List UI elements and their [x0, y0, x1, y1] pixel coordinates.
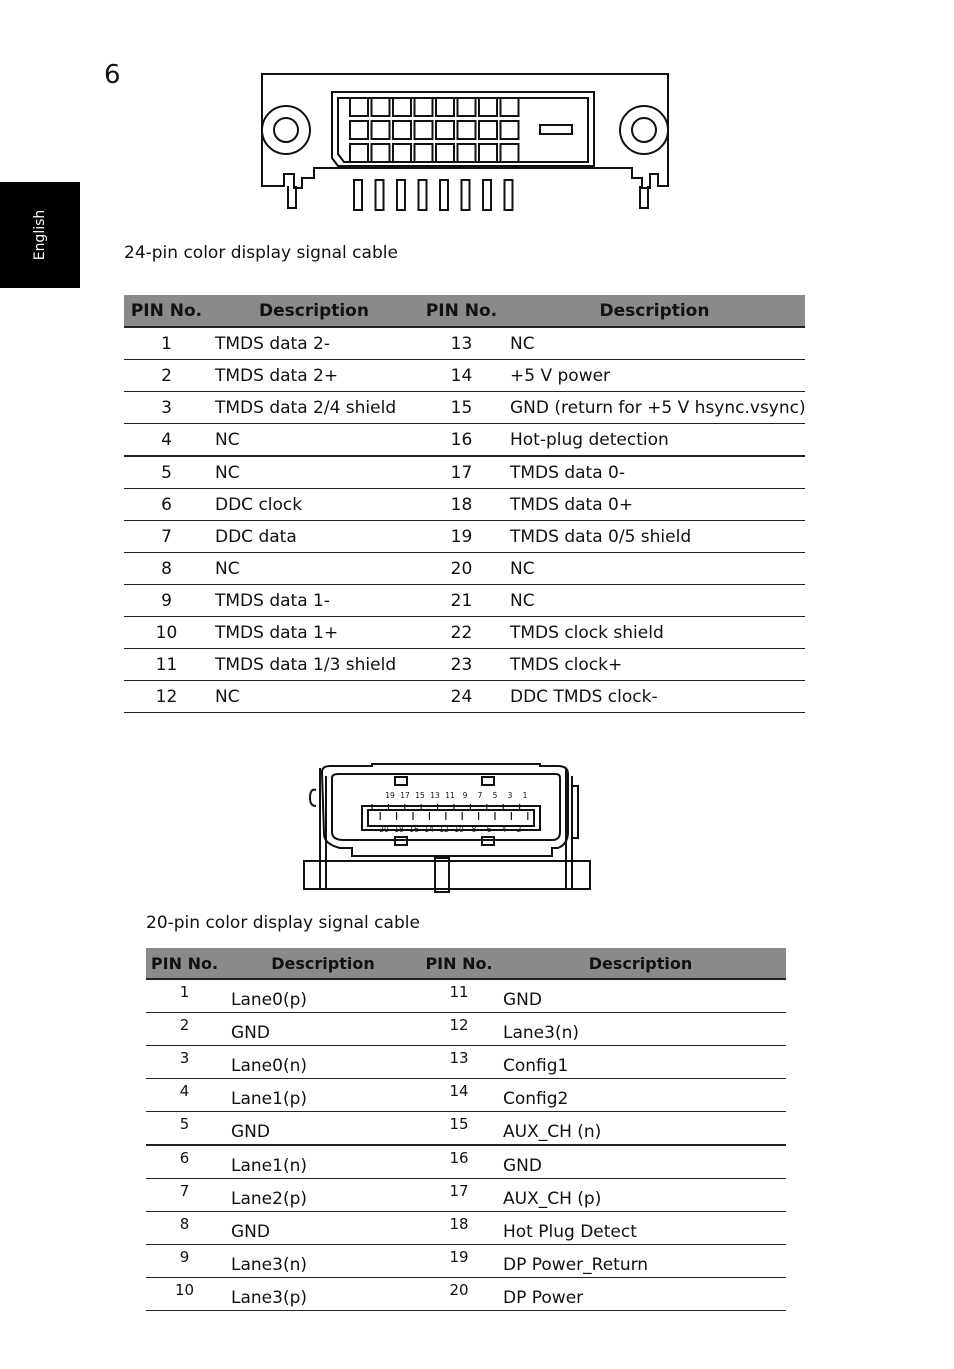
pin-description-cell: TMDS data 2/4 shield — [209, 392, 419, 424]
dvi-pin-socket — [415, 98, 433, 116]
pin-description-cell: NC — [504, 553, 805, 585]
pin-number-cell: 2 — [124, 360, 209, 392]
dp-pin-label: 17 — [400, 791, 410, 800]
dp-pin-label: 4 — [501, 825, 507, 834]
dvi-solder-pin — [354, 180, 362, 210]
header-pin-no: PIN No. — [419, 295, 504, 327]
header-description: Description — [223, 948, 423, 979]
pin-description-cell: Lane1(p) — [223, 1079, 423, 1112]
pin-description-cell: AUX_CH (n) — [495, 1112, 786, 1146]
table-row — [124, 617, 805, 649]
pin-description-cell: TMDS data 1- — [209, 585, 419, 617]
dvi-pin-socket — [436, 144, 454, 162]
pin-description-cell: DDC TMDS clock- — [504, 681, 805, 713]
dp-pin-table — [146, 948, 786, 1311]
table-row — [124, 681, 805, 713]
pin-description-cell: NC — [209, 424, 419, 457]
pin-number-cell: 18 — [419, 489, 504, 521]
dvi-pin-socket — [458, 121, 476, 139]
header-pin-no: PIN No. — [124, 295, 209, 327]
dvi-pin-socket — [436, 98, 454, 116]
dvi-pin-socket — [372, 98, 390, 116]
pin-number-cell: 9 — [146, 1245, 223, 1278]
table-row — [124, 489, 805, 521]
pin-description-cell: Lane3(n) — [223, 1245, 423, 1278]
pin-description-cell: +5 V power — [504, 360, 805, 392]
table-row — [146, 1013, 786, 1046]
dvi-solder-pin — [440, 180, 448, 210]
pin-number-cell: 17 — [419, 456, 504, 489]
table-row — [124, 521, 805, 553]
pin-number-cell: 16 — [423, 1145, 495, 1179]
dp-pin-label: 11 — [445, 791, 455, 800]
pin-number-cell: 17 — [423, 1179, 495, 1212]
pin-description-cell: NC — [209, 553, 419, 585]
header-pin-no: PIN No. — [146, 948, 223, 979]
table-row — [146, 1079, 786, 1112]
dvi-pin-socket — [479, 121, 497, 139]
pin-number-cell: 6 — [124, 489, 209, 521]
pin-description-cell: GND — [495, 979, 786, 1013]
dvi-pin-socket — [458, 144, 476, 162]
table-row — [146, 1278, 786, 1311]
dp-pin-label: 7 — [477, 791, 483, 800]
dvi-pin-socket — [458, 98, 476, 116]
pin-description-cell: TMDS data 1+ — [209, 617, 419, 649]
dvi-pin-socket — [393, 144, 411, 162]
dp-pin-label: 3 — [507, 791, 513, 800]
pin-description-cell: NC — [504, 585, 805, 617]
pin-description-cell: TMDS clock+ — [504, 649, 805, 681]
dvi-pin-socket — [415, 144, 433, 162]
dvi-solder-pin — [483, 180, 491, 210]
dp-pin-label: 18 — [394, 825, 404, 834]
pin-description-cell: TMDS data 2+ — [209, 360, 419, 392]
pin-number-cell: 21 — [419, 585, 504, 617]
header-description: Description — [504, 295, 805, 327]
dp-pin-label: 15 — [415, 791, 425, 800]
pin-number-cell: 8 — [124, 553, 209, 585]
pin-number-cell: 9 — [124, 585, 209, 617]
dvi-solder-pin — [462, 180, 470, 210]
dvi-pin-socket — [372, 144, 390, 162]
dp-pin-label: 12 — [439, 825, 449, 834]
pin-number-cell: 11 — [423, 979, 495, 1013]
pin-description-cell: NC — [209, 681, 419, 713]
pin-number-cell: 7 — [124, 521, 209, 553]
pin-number-cell: 4 — [124, 424, 209, 457]
table-row — [124, 360, 805, 392]
dp-pin-label: 10 — [454, 825, 464, 834]
dvi-pin-socket — [350, 144, 368, 162]
pin-number-cell: 19 — [419, 521, 504, 553]
pin-number-cell: 5 — [124, 456, 209, 489]
table-row — [146, 1145, 786, 1179]
pin-description-cell: TMDS clock shield — [504, 617, 805, 649]
table-row — [146, 1212, 786, 1245]
dvi-pin-socket — [372, 121, 390, 139]
table-row — [124, 649, 805, 681]
pin-number-cell: 12 — [124, 681, 209, 713]
pin-description-cell: TMDS data 0/5 shield — [504, 521, 805, 553]
pin-number-cell: 20 — [419, 553, 504, 585]
pin-number-cell: 8 — [146, 1212, 223, 1245]
dp-pin-label: 2 — [516, 825, 522, 834]
pin-description-cell: GND — [223, 1013, 423, 1046]
dvi-pin-table — [124, 295, 805, 713]
pin-description-cell: DDC clock — [209, 489, 419, 521]
table-row — [146, 1179, 786, 1212]
pin-number-cell: 20 — [423, 1278, 495, 1311]
page-number: 6 — [104, 60, 121, 90]
dvi-solder-pin — [376, 180, 384, 210]
dp-pin-label: 1 — [522, 791, 528, 800]
dvi-caption: 24-pin color display signal cable — [124, 243, 398, 263]
language-side-tab — [0, 182, 80, 288]
pin-number-cell: 4 — [146, 1079, 223, 1112]
dvi-solder-pin — [397, 180, 405, 210]
dvi-pin-socket — [501, 121, 519, 139]
pin-description-cell: Lane1(n) — [223, 1145, 423, 1179]
pin-description-cell: DP Power — [495, 1278, 786, 1311]
pin-number-cell: 24 — [419, 681, 504, 713]
pin-description-cell: Hot-plug detection — [504, 424, 805, 457]
table-row — [124, 456, 805, 489]
dvi-pin-socket — [479, 98, 497, 116]
pin-number-cell: 12 — [423, 1013, 495, 1046]
dvi-solder-pin — [419, 180, 427, 210]
pin-number-cell: 15 — [423, 1112, 495, 1146]
pin-number-cell: 14 — [419, 360, 504, 392]
dvi-pin-socket — [350, 98, 368, 116]
table-row — [124, 327, 805, 360]
dp-pin-label: 20 — [379, 825, 389, 834]
header-description: Description — [209, 295, 419, 327]
dp-pin-label: 5 — [492, 791, 498, 800]
pin-description-cell: NC — [209, 456, 419, 489]
pin-description-cell: Hot Plug Detect — [495, 1212, 786, 1245]
pin-description-cell: GND — [495, 1145, 786, 1179]
dp-pin-label: 6 — [486, 825, 492, 834]
pin-number-cell: 2 — [146, 1013, 223, 1046]
pin-description-cell: GND — [223, 1212, 423, 1245]
table-row — [124, 585, 805, 617]
pin-number-cell: 22 — [419, 617, 504, 649]
dp-caption: 20-pin color display signal cable — [146, 913, 420, 933]
pin-description-cell: Lane3(n) — [495, 1013, 786, 1046]
pin-description-cell: Lane0(n) — [223, 1046, 423, 1079]
pin-description-cell: DDC data — [209, 521, 419, 553]
pin-number-cell: 10 — [146, 1278, 223, 1311]
pin-description-cell: GND (return for +5 V hsync.vsync) — [504, 392, 805, 424]
pin-number-cell: 3 — [124, 392, 209, 424]
pin-description-cell: Lane0(p) — [223, 979, 423, 1013]
pin-number-cell: 6 — [146, 1145, 223, 1179]
dvi-connector-illustration — [258, 70, 674, 215]
pin-description-cell: AUX_CH (p) — [495, 1179, 786, 1212]
table-row — [124, 424, 805, 457]
dvi-pin-socket — [501, 98, 519, 116]
pin-description-cell: TMDS data 0+ — [504, 489, 805, 521]
header-pin-no: PIN No. — [423, 948, 495, 979]
pin-description-cell: TMDS data 0- — [504, 456, 805, 489]
pin-number-cell: 13 — [423, 1046, 495, 1079]
dvi-pin-socket — [479, 144, 497, 162]
dvi-pin-socket — [393, 121, 411, 139]
pin-number-cell: 16 — [419, 424, 504, 457]
pin-description-cell: Lane2(p) — [223, 1179, 423, 1212]
pin-number-cell: 18 — [423, 1212, 495, 1245]
pin-number-cell: 11 — [124, 649, 209, 681]
dvi-pin-socket — [393, 98, 411, 116]
dvi-pin-socket — [350, 121, 368, 139]
pin-description-cell: NC — [504, 327, 805, 360]
pin-number-cell: 1 — [146, 979, 223, 1013]
pin-number-cell: 14 — [423, 1079, 495, 1112]
table-row — [124, 392, 805, 424]
table-row — [146, 1046, 786, 1079]
table-row — [146, 1245, 786, 1278]
pin-description-cell: Config1 — [495, 1046, 786, 1079]
dvi-pin-socket — [501, 144, 519, 162]
pin-number-cell: 3 — [146, 1046, 223, 1079]
header-description: Description — [495, 948, 786, 979]
pin-number-cell: 19 — [423, 1245, 495, 1278]
dvi-solder-pin — [505, 180, 513, 210]
pin-number-cell: 23 — [419, 649, 504, 681]
dp-pin-label: 16 — [409, 825, 419, 834]
table-header-row — [124, 295, 805, 327]
table-header-row — [146, 948, 786, 979]
pin-description-cell: DP Power_Return — [495, 1245, 786, 1278]
pin-description-cell: Lane3(p) — [223, 1278, 423, 1311]
dvi-pin-socket — [436, 121, 454, 139]
dp-pin-label: 19 — [385, 791, 395, 800]
pin-number-cell: 10 — [124, 617, 209, 649]
pin-number-cell: 7 — [146, 1179, 223, 1212]
dp-pin-label: 9 — [462, 791, 468, 800]
dp-pin-label: 14 — [424, 825, 434, 834]
dvi-pin-socket — [415, 121, 433, 139]
language-tab-label: English — [32, 209, 48, 261]
displayport-connector-illustration — [302, 748, 592, 896]
pin-number-cell: 15 — [419, 392, 504, 424]
table-row — [124, 553, 805, 585]
pin-description-cell: GND — [223, 1112, 423, 1146]
table-row — [146, 979, 786, 1013]
pin-description-cell: TMDS data 1/3 shield — [209, 649, 419, 681]
dp-pin-label: 8 — [471, 825, 477, 834]
pin-description-cell: TMDS data 2- — [209, 327, 419, 360]
pin-description-cell: Config2 — [495, 1079, 786, 1112]
pin-number-cell: 5 — [146, 1112, 223, 1146]
pin-number-cell: 13 — [419, 327, 504, 360]
table-row — [146, 1112, 786, 1146]
dp-pin-label: 13 — [430, 791, 440, 800]
pin-number-cell: 1 — [124, 327, 209, 360]
